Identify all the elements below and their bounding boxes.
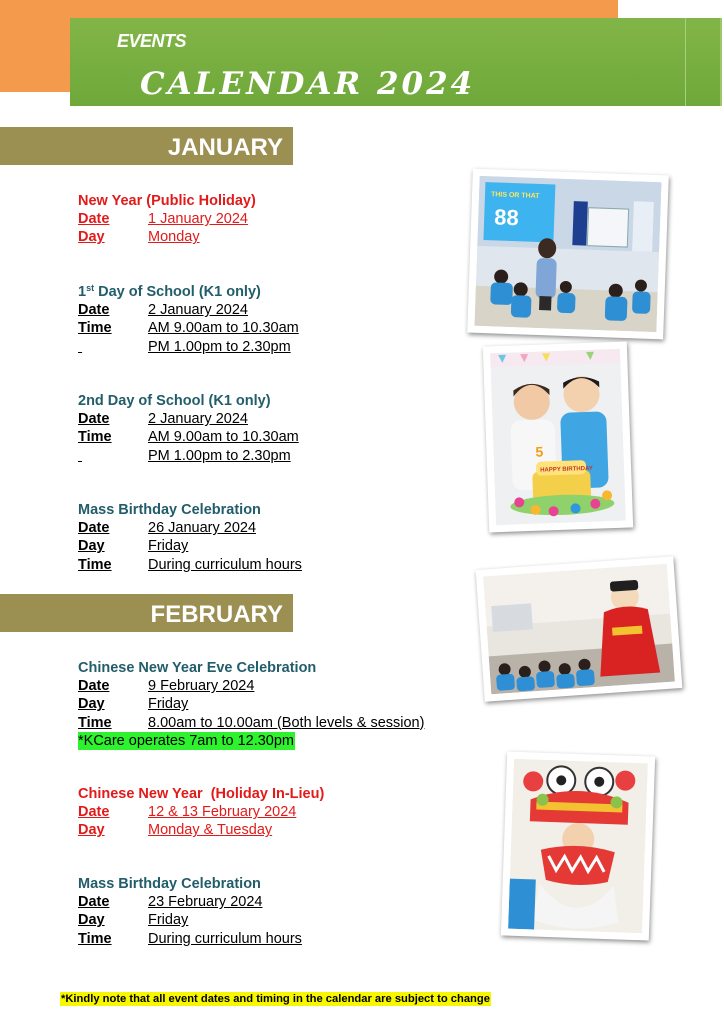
time-value: During curriculum hours [148, 930, 302, 947]
photo-classroom [467, 169, 669, 340]
day-value: Monday [148, 229, 200, 246]
day-value: Friday [148, 538, 189, 555]
date-value: 2 January 2024 [148, 411, 248, 428]
date-label: Date [78, 804, 110, 821]
kcare-note: *KCare operates 7am to 12.30pm [78, 732, 295, 749]
header-kicker: EVENTS [117, 31, 187, 51]
time-pm-value: PM 1.00pm to 2.30pm [148, 338, 291, 355]
event-new-year [78, 192, 256, 247]
day-label: Day [78, 538, 105, 555]
blank-label [78, 447, 148, 465]
date-value: 9 February 2024 [148, 678, 255, 695]
event-title: Mass Birthday Celebration [78, 876, 261, 892]
month-heading-january: JANUARY [0, 127, 293, 165]
event-title: Chinese New Year (Holiday In-Lieu) [78, 786, 325, 802]
time-label: Time [78, 429, 112, 446]
photo-birthday [483, 342, 633, 533]
event-cny [78, 785, 324, 840]
time-label: Time [78, 930, 112, 947]
candle-number: 5 [535, 443, 544, 460]
date-value: 1 January 2024 [148, 211, 248, 228]
date-label: Date [78, 411, 110, 428]
event-cny-eve [78, 659, 424, 750]
date-value: 23 February 2024 [148, 894, 263, 911]
time-pm-value: PM 1.00pm to 2.30pm [148, 447, 291, 464]
time-value: During curriculum hours [148, 556, 302, 573]
lion-dance-image [508, 759, 648, 934]
day-value: Friday [148, 696, 189, 713]
date-label: Date [78, 211, 110, 228]
sign-text: THIS OR THAT [490, 191, 540, 200]
celebration-image [483, 564, 675, 695]
date-value: 2 January 2024 [148, 302, 248, 319]
time-am-value: AM 9.00am to 10.30am [148, 429, 299, 446]
event-title: 2nd Day of School (K1 only) [78, 393, 271, 409]
photo-lion-dance [501, 751, 655, 940]
day-label: Day [78, 822, 105, 839]
sign-number: 88 [493, 204, 520, 231]
day-label: Day [78, 229, 105, 246]
blank-label [78, 338, 148, 356]
event-title: Chinese New Year Eve Celebration [78, 660, 317, 676]
photo-god-of-fortune [476, 556, 683, 701]
page-title: CALENDAR 2024 [140, 66, 476, 102]
time-label: Time [78, 556, 112, 573]
event-title: 1st Day of School (K1 only) [78, 283, 261, 300]
event-title: Mass Birthday Celebration [78, 502, 261, 518]
event-title: New Year (Public Holiday) [78, 193, 256, 209]
day-value: Monday & Tuesday [148, 822, 273, 839]
birthday-image [490, 349, 626, 525]
event-jan-birthday [78, 501, 302, 574]
cake-text: HAPPY BIRTHDAY [540, 465, 593, 474]
time-label: Time [78, 714, 112, 731]
month-heading-february: FEBRUARY [0, 594, 293, 632]
date-label: Date [78, 678, 110, 695]
time-am-value: AM 9.00am to 10.30am [148, 320, 299, 337]
classroom-image [474, 176, 661, 332]
time-label: Time [78, 320, 112, 337]
date-label: Date [78, 302, 110, 319]
event-k1-first-day [78, 283, 299, 356]
day-value: Friday [148, 912, 189, 929]
date-value: 26 January 2024 [148, 520, 257, 537]
time-value: 8.00am to 10.00am (Both levels & session) [148, 714, 425, 731]
event-k1-second-day [78, 392, 299, 465]
disclaimer-note: *Kindly note that all event dates and timing in the calendar are subject to change [61, 993, 490, 1005]
date-label: Date [78, 520, 110, 537]
day-label: Day [78, 696, 105, 713]
date-value: 12 & 13 February 2024 [148, 804, 297, 821]
event-feb-birthday [78, 875, 302, 948]
date-label: Date [78, 894, 110, 911]
day-label: Day [78, 912, 105, 929]
